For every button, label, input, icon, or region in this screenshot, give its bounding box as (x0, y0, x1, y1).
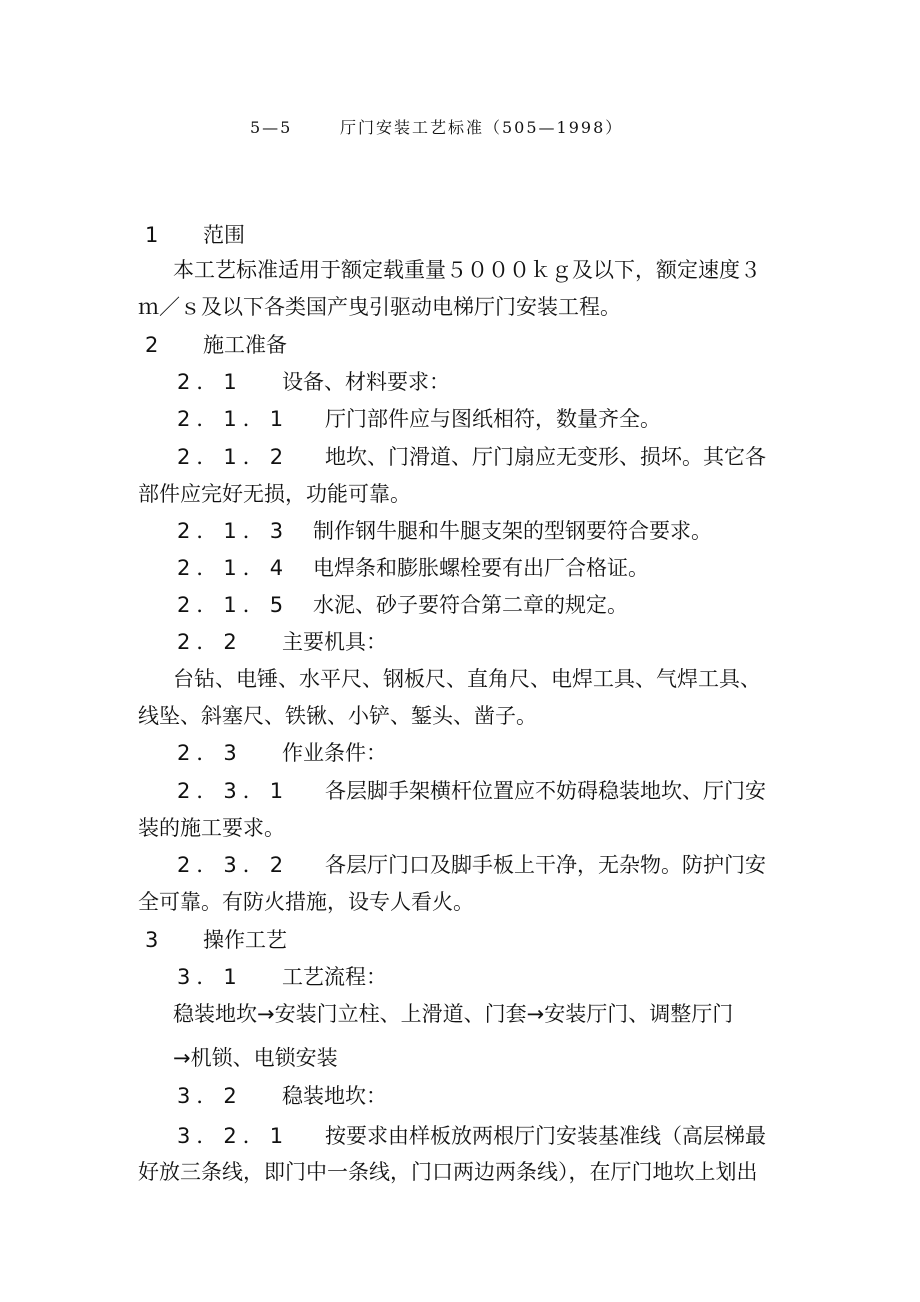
paragraph-line: 装的施工要求。 (138, 816, 285, 840)
paragraph-line: ｍ／ｓ及以下各类国产曳引驱动电梯厅门安装工程。 (138, 295, 621, 319)
paragraph-line: 本工艺标准适用于额定载重量５０００ｋｇ及以下，额定速度３ (173, 258, 761, 282)
subsection-heading: 主要机具： (282, 630, 387, 654)
item-text: 电焊条和膨胀螺栓要有出厂合格证。 (313, 556, 649, 580)
item-number: 2．1．3 (177, 519, 290, 543)
subsection-number: 2．3 (177, 741, 243, 765)
item-number: 3．2．1 (177, 1124, 290, 1148)
subsection-heading: 作业条件： (282, 741, 387, 765)
item-text: 各层厅门口及脚手板上干净，无杂物。防护门安 (325, 853, 766, 877)
item-text: 水泥、砂子要符合第二章的规定。 (313, 593, 628, 617)
paragraph-line: →机锁、电锁安装 (173, 1046, 338, 1070)
item-number: 2．1．4 (177, 556, 290, 580)
item-number: 2．1．2 (177, 445, 290, 469)
item-text: 厅门部件应与图纸相符，数量齐全。 (325, 407, 661, 431)
item-number: 2．3．1 (177, 779, 290, 803)
item-text: 按要求由样板放两根厅门安装基准线（高层梯最 (325, 1124, 766, 1148)
paragraph-line: 部件应完好无损，功能可靠。 (138, 482, 411, 506)
title-number: 5—5 (250, 118, 293, 137)
paragraph-line: 线坠、斜塞尺、铁锹、小铲、錾头、凿子。 (138, 704, 537, 728)
item-text: 各层脚手架横杆位置应不妨碍稳装地坎、厅门安 (325, 779, 766, 803)
paragraph-line: 好放三条线，即门中一条线，门口两边两条线），在厅门地坎上划出 (138, 1160, 758, 1184)
item-number: 2．1．5 (177, 593, 290, 617)
paragraph-line: 台钻、电锤、水平尺、钢板尺、直角尺、电焊工具、气焊工具、 (173, 667, 761, 691)
subsection-heading: 工艺流程： (282, 965, 387, 989)
subsection-number: 2．2 (177, 630, 243, 654)
section-number: 2 (145, 333, 165, 357)
section-heading: 操作工艺 (203, 928, 287, 952)
section-heading: 范围 (203, 223, 245, 247)
paragraph-line: 全可靠。有防火措施，设专人看火。 (138, 890, 474, 914)
subsection-number: 2．1 (177, 370, 243, 394)
item-number: 2．3．2 (177, 853, 290, 877)
paragraph-line: 稳装地坎→安装门立柱、上滑道、门套→安装厅门、调整厅门 (173, 1002, 734, 1026)
subsection-number: 3．1 (177, 965, 243, 989)
item-number: 2．1．1 (177, 407, 290, 431)
section-heading: 施工准备 (203, 333, 287, 357)
item-text: 地坎、门滑道、厅门扇应无变形、损坏。其它各 (325, 445, 766, 469)
item-text: 制作钢牛腿和牛腿支架的型钢要符合要求。 (313, 519, 712, 543)
subsection-number: 3．2 (177, 1084, 243, 1108)
section-number: 3 (145, 928, 165, 952)
section-number: 1 (145, 223, 165, 247)
subsection-heading: 设备、材料要求： (282, 370, 450, 394)
document-title: 厅门安装工艺标准（505—1998） (340, 118, 624, 137)
subsection-heading: 稳装地坎： (282, 1084, 387, 1108)
